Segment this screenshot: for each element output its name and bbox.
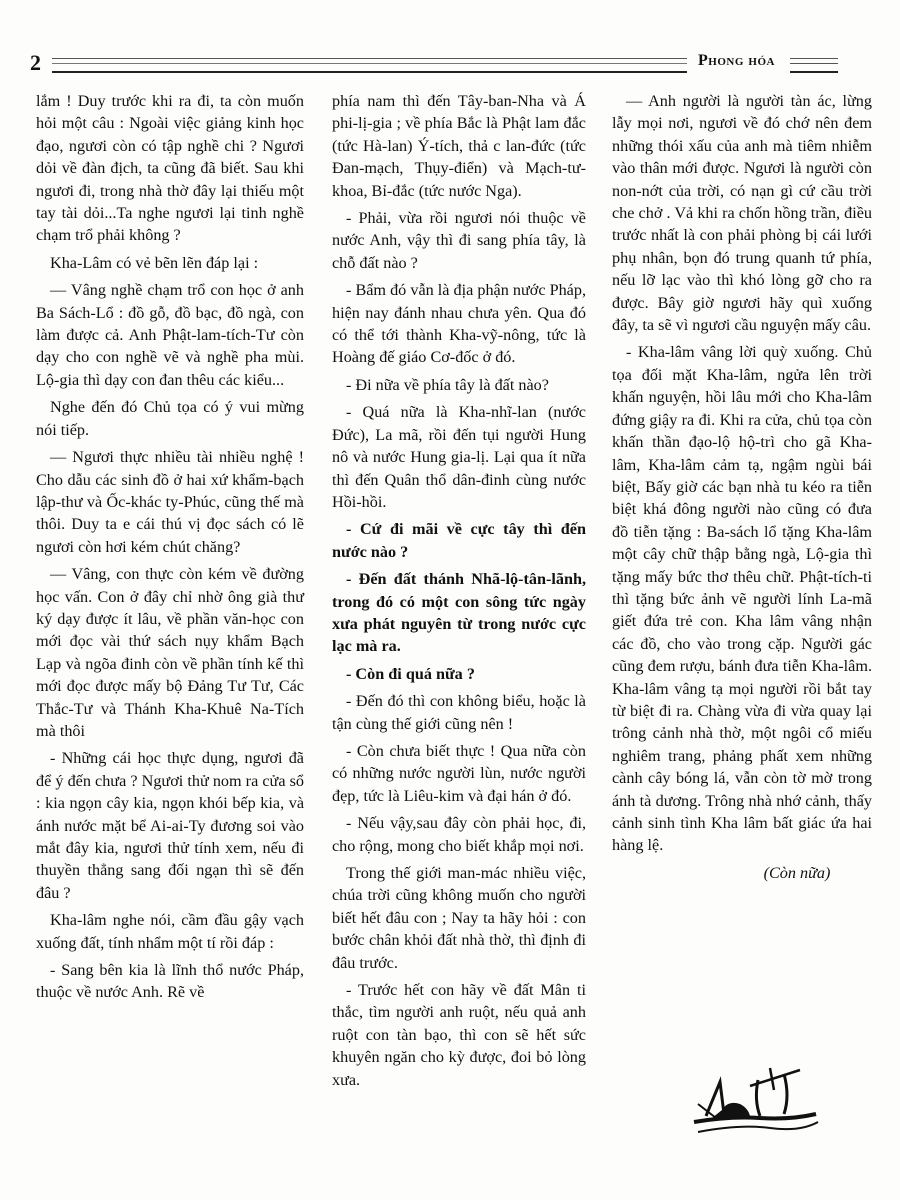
page-number: 2 xyxy=(30,50,41,75)
paragraph: Kha-Lâm có vẻ bẽn lẽn đáp lại : xyxy=(50,253,259,272)
paragraph: phía nam thì đến Tây-ban-Nha và Á phi-lị-gia ; về phía Bắc là Phật lam đắc (tức Hà-lan) Ý-tích, thả c lan-đức (tức Đan-mạch, Thụy-điển) và Mạch-tư-khoa, Bỉ-đắc (tức nước Nga). xyxy=(332,92,586,200)
paragraph: - Còn chưa biết thực ! Qua nữa còn có những nước người lùn, nước người đẹp, tức là Liêu-kim và đại hán ở đó. xyxy=(332,741,586,805)
sailing-junk-icon xyxy=(690,1060,820,1140)
paragraph: - Phải, vừa rồi ngươi nói thuộc về nước Anh, vậy thì đi sang phía tây, là chỗ đất nào ? xyxy=(332,209,586,272)
paragraph: — Vâng, con thực còn kém về đường học vấn. Con ở đây chỉ nhờ ông già thư ký dạy được ít lâu, về phần văn-học con mới đọc vài thứ sách nụy khẩm Bạch Lạp và ngõa đinh còn về phần tính kế thì mới đọc được mấy bộ Đảng Tư Tư, Các Thắc-Tư và Thánh Kha-Khuê Na-Tích mà thôi xyxy=(36,565,304,740)
paragraph: - Đi nữa về phía tây là đất nào? xyxy=(346,375,549,394)
paragraph: - Sang bên kia là lĩnh thổ nước Pháp, thuộc về nước Anh. Rẽ về xyxy=(36,961,304,1002)
paragraph: - Nếu vậy,sau đây còn phải học, đi, cho rộng, mong cho biết khắp mọi nơi. xyxy=(332,814,586,855)
paragraph: — Ngươi thực nhiều tài nhiều nghệ ! Cho dẫu các sinh đồ ở hai xứ khẩm-bạch lập-thư và Ốc-khác ty-Phúc, cũng thế mà thôi. Duy ta e cái thú vị đọc sách có lẽ ngươi còn hơi kém chút chăng? xyxy=(36,448,304,556)
to-be-continued-note: (Còn nữa) xyxy=(763,863,831,882)
paragraph: Kha-lâm nghe nói, cầm đầu gậy vạch xuống đất, tính nhẩm một tí rồi đáp : xyxy=(36,911,304,952)
header-rule-left xyxy=(52,58,687,73)
paragraph: - Đến đất thánh Nhã-lộ-tân-lãnh, trong đó có một con sông tức ngày xưa phát nguyên từ trong nước cực lạc mà ra. xyxy=(332,570,586,656)
page-header xyxy=(30,50,810,80)
column-1 xyxy=(36,90,304,1009)
paragraph: Trong thế giới man-mác nhiều việc, chúa trời cũng không muốn cho người biết hết đâu con ; Nay ta hãy hỏi : con bước chân khỏi đất nhà thờ, thì định đi đâu trước. xyxy=(332,864,586,972)
paragraph: — Vâng nghề chạm trổ con học ở anh Ba Sách-Lổ : đồ gỗ, đồ bạc, đồ ngà, con làm được cả. Anh Phật-lam-tích-Tư còn dạy cho con nghề vẽ và nghề pha mùi. Lộ-gia thì dạy con đan thêu các kiểu... xyxy=(36,281,304,389)
column-2 xyxy=(332,90,586,1096)
paragraph: - Đến đó thì con không biểu, hoặc là tận cùng thế giới cũng nên ! xyxy=(332,692,586,733)
paragraph: - Trước hết con hãy về đất Mân ti thắc, tìm người anh ruột, nếu quả anh ruột con tàn bạo, thì con sẽ hết sức khuyên ngăn cho kỳ được, đoi bỏ lòng xưa. xyxy=(332,981,586,1089)
masthead-title: Phong hóa xyxy=(698,52,775,69)
paragraph: - Những cái học thực dụng, ngươi đã để ý đến chưa ? Ngươi thử nom ra cửa sổ : kia ngọn cây kia, ngọn khói bếp kia, và ánh nước mặt bể Ai-ai-Ty đương soi vào mắt đây kia, ngươi thử tính xem, nếu đi thuyền thẳng sang đối ngạn thì sẽ đến đâu ? xyxy=(36,749,304,902)
paragraph: Nghe đến đó Chủ tọa có ý vui mừng nói tiếp. xyxy=(36,398,304,439)
paragraph: - Cứ đi mãi về cực tây thì đến nước nào ? xyxy=(332,520,586,561)
paragraph: — Anh người là người tàn ác, lừng lẫy mọi nơi, ngươi về đó chớ nên đem những thói xấu của anh mà tiêm nhiễm vào thân mới được. Ngươi là người còn non-nớt của trời, có nạn gì cứ cầu trời che chở . Vả khi ra chốn hồng trần, điều trước nhất là con phải phòng bị cái lưới phụ nhân, bọn đó trung quanh tứ phía, nếu lỡ lạc vào thì khó lòng gỡ cho ra được. Bây giờ ngươi hãy quì xuống đây, ta sẽ vì ngươi cầu nguyện mấy câu. xyxy=(612,92,872,335)
paragraph: - Bẩm đó vẫn là địa phận nước Pháp, hiện nay đánh nhau chưa yên. Qua đó có thể tới thành Kha-vỹ-nông, tức là Hoàng đế giáo Cơ-đốc ở đó. xyxy=(332,281,586,367)
paragraph: lắm ! Duy trước khi ra đi, ta còn muốn hỏi một câu : Ngoài việc giảng kinh học đạo, ngươi còn có tập nghề chi ? Ngươi dỏi về đàn địch, ta cũng đã biết. Sau khi ngươi đi, trong nhà thờ đây lại thiếu một tay tài dỏi...Ta nghe ngươi lại tinh nghề chạm trổ phải không ? xyxy=(36,92,304,245)
column-3 xyxy=(612,90,872,889)
header-rule-right xyxy=(790,58,838,73)
paragraph: - Quá nữa là Kha-nhĩ-lan (nước Đức), La mã, rồi đến tụi người Hung nô và nước Hung gia-lị. Lại qua ít nữa thì đến Quân thổ dân-đinh cùng nước Hồi-hồi. xyxy=(332,403,586,511)
paragraph: - Kha-lâm vâng lời quỳ xuống. Chủ tọa đối mặt Kha-lâm, ngửa lên trời khấn nguyện, hồi lâu mới cho Kha-lâm đứng giậy ra đi. Khi ra cửa, chủ tọa còn khấn thần đạo-lộ hộ-trì cho gã Kha-lâm, Kha-lâm cảm tạ, ngậm ngùi bái biệt, Bấy giờ các bạn nhà tu kéo ra tiễn biệt khá đông người nào cũng có đưa đồ tiễn tặng : Ba-sách lổ tặng Kha-lâm một cây chữ thập bằng ngà, Lộ-gia thì tặng mấy bức thơ thêu chữ. Phật-tích-ti thì tặng bức ảnh vẽ người lính La-mã giết đứa trẻ con. Kha lâm vâng nhận các đồ, cho vào trong cặp. Người gác cũng đem rượu, bánh đưa tiễn Kha-lâm. Kha-lâm vâng tạ mọi người rồi bắt tay từ biệt đi ra. Chàng vừa đi vừa quay lại trông cảnh nhà thờ, một ngôi cổ miếu nghiêm trang, phảng phất xem những cành cây bóng lá, vẫn còn tờ mờ trong ánh tà dương. Trông nhà nhớ cảnh, thấy cảnh sinh tình Kha lâm bất giác ứa hai hàng lệ. xyxy=(612,343,872,855)
paragraph: - Còn đi quá nữa ? xyxy=(346,664,475,683)
